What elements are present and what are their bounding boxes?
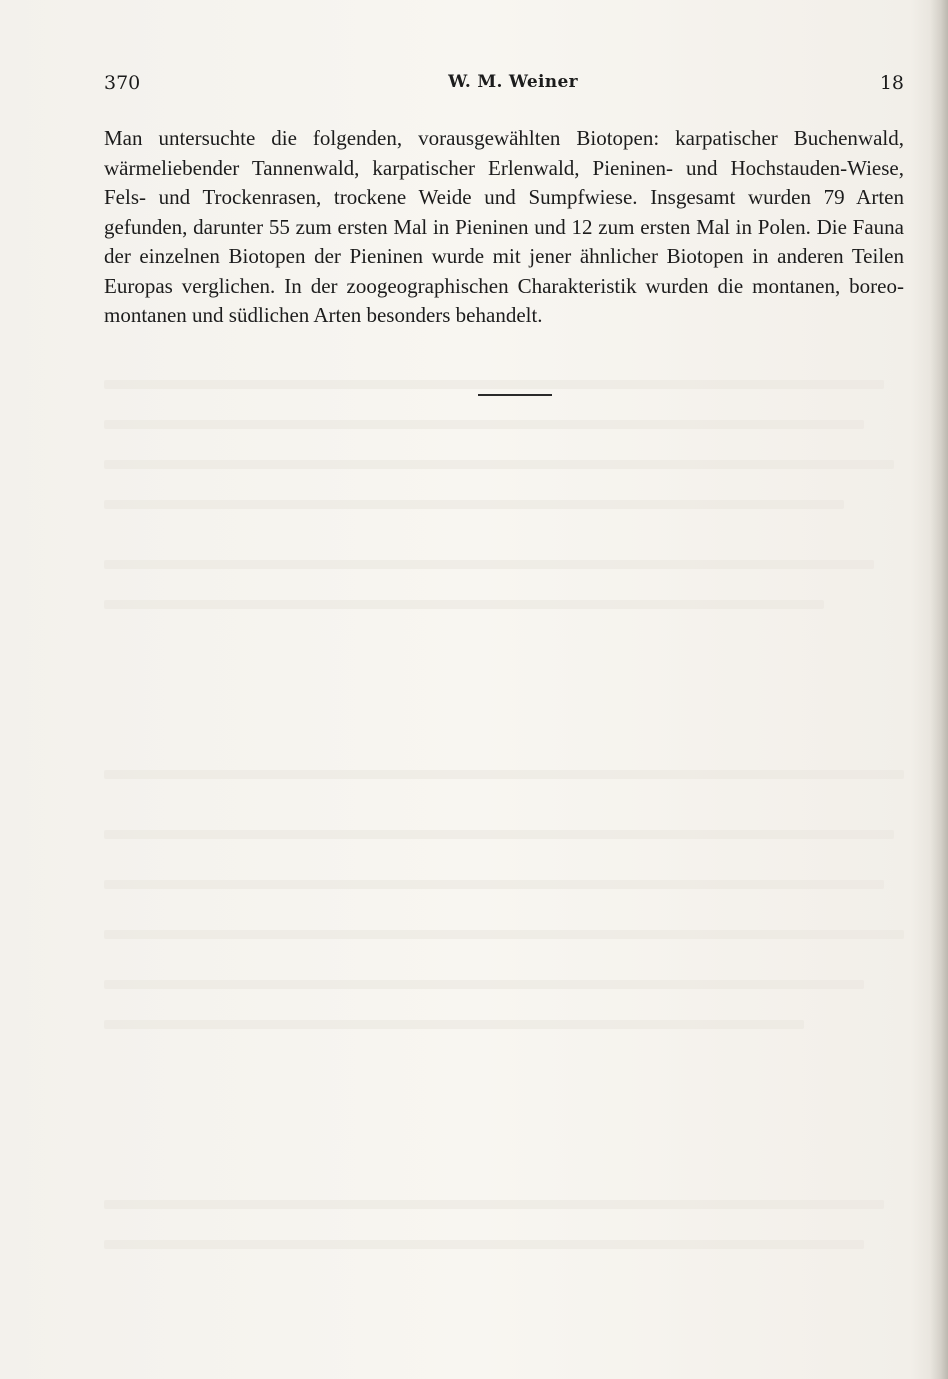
show-through-line [104, 420, 864, 429]
show-through-line [104, 880, 884, 889]
page-edge-shadow [930, 0, 948, 1379]
show-through-line [104, 600, 824, 609]
running-title: W. M. Weiner [448, 72, 578, 92]
show-through-line [104, 830, 894, 839]
show-through-line [104, 1240, 864, 1249]
show-through-line [104, 930, 904, 939]
abstract-paragraph: Man untersuchte die folgenden, vorausgewählten Biotopen: karpatischer Buchenwald, wärmeliebender Tannenwald, karpatischer Erlenwald, Pieninen- und Hochstauden-Wiese, Fels- und Trockenrasen, trockene Weide und Sumpfwiese. Insgesamt wurden 79 Arten gefunden, darunter 55 zum ersten Mal in Pieninen und 12 zum ersten Mal in Polen. Die Fauna der einzelnen Biotopen der Pieninen wurde mit jener ähnlicher Biotopen in anderen Teilen Europas verglichen. In der zoogeographischen Charakteristik wurden die montanen, boreo-montanen und südlichen Arten besonders behandelt. [104, 126, 904, 327]
show-through-line [104, 980, 864, 989]
page-header [104, 72, 904, 98]
show-through-line [104, 1020, 804, 1029]
show-through-line [104, 1200, 884, 1209]
show-through-line [104, 500, 844, 509]
show-through-line [104, 770, 904, 779]
section-divider [478, 394, 552, 396]
show-through-line [104, 380, 884, 389]
show-through-line [104, 560, 874, 569]
page-number: 370 [104, 72, 141, 94]
show-through-line [104, 460, 894, 469]
section-number: 18 [879, 72, 904, 94]
